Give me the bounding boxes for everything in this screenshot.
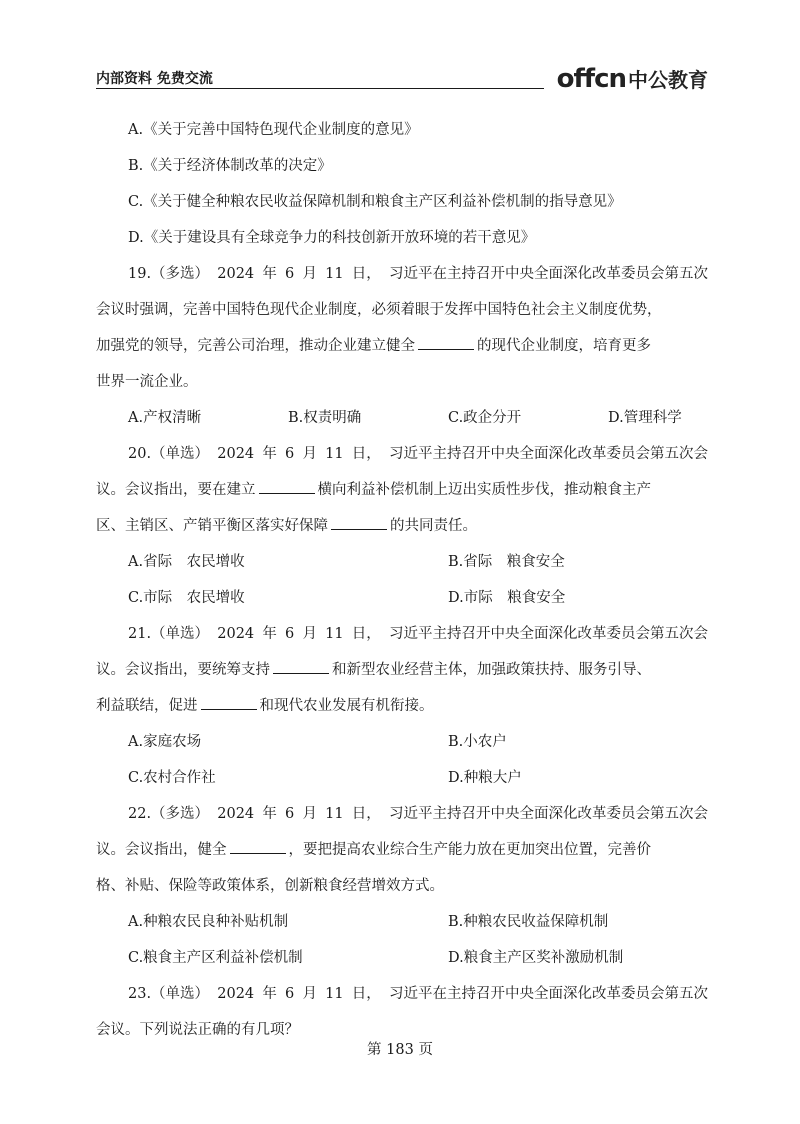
- q20-text: 区、主销区、产销平衡区落实好保障: [96, 518, 328, 534]
- q20-option-d: D.市际 粮食安全: [448, 590, 566, 606]
- q21-day-unit: 日，: [351, 626, 381, 642]
- q18-option-b: B.《关于经济体制改革的决定》: [128, 158, 332, 174]
- q20-line: [96, 472, 708, 508]
- q23-year: 2024: [217, 986, 255, 1002]
- q19-line: [96, 328, 708, 364]
- q19-stem-text: 习近平在主持召开中央全面深化改革委员会第五次: [388, 266, 708, 282]
- q23-day-unit: 日，: [351, 986, 381, 1002]
- q22-month-unit: 月: [302, 806, 317, 822]
- q22-stem-line: [96, 796, 708, 832]
- q22-line: 格、补贴、保险等政策体系，创新粮食经营增效方式。: [96, 878, 444, 894]
- q20-stem-text: 习近平主持召开中央全面深化改革委员会第五次会: [388, 446, 708, 462]
- q21-text: 议。会议指出，要统筹支持: [96, 662, 270, 678]
- q21-stem-text: 习近平主持召开中央全面深化改革委员会第五次会: [388, 626, 708, 642]
- answer-blank: [273, 655, 329, 674]
- q23-month-unit: 月: [302, 986, 317, 1002]
- q20-day-unit: 日，: [351, 446, 381, 462]
- answer-blank: [201, 691, 257, 710]
- q22-stem-text: 习近平主持召开中央全面深化改革委员会第五次会: [388, 806, 708, 822]
- q19-stem-line: [96, 256, 708, 292]
- q18-option-c: C.《关于健全种粮农民收益保障机制和粮食主产区利益补偿机制的指导意见》: [128, 194, 622, 210]
- q23-stem-text: 习近平在主持召开中央全面深化改革委员会第五次: [388, 986, 708, 1002]
- q20-year-unit: 年: [262, 446, 277, 462]
- q19-day: 11: [325, 266, 344, 282]
- q19-day-unit: 日，: [351, 266, 381, 282]
- q23-stem-line: [96, 976, 708, 1012]
- answer-blank: [331, 511, 387, 530]
- q20-text: 横向利益补偿机制上迈出实质性步伐，推动粮食主产: [317, 482, 651, 498]
- q19-line: 会议时强调，完善中国特色现代企业制度，必须着眼于发挥中国特色社会主义制度优势，: [96, 302, 662, 318]
- q23-day: 11: [325, 986, 344, 1002]
- q22-option-d: D.粮食主产区奖补激励机制: [448, 950, 624, 966]
- q23-month: 6: [285, 986, 295, 1002]
- q19-option-d: D.管理科学: [608, 410, 682, 426]
- header-label: 内部资料 免费交流: [96, 71, 213, 87]
- q21-options: [96, 724, 708, 760]
- q22-line: [96, 832, 708, 868]
- q21-option-d: D.种粮大户: [448, 770, 522, 786]
- q21-line: [96, 652, 708, 688]
- q19-line: 世界一流企业。: [96, 374, 198, 390]
- q18-option-a: A.《关于完善中国特色现代企业制度的意见》: [128, 122, 419, 138]
- offcn-logo: [557, 64, 708, 94]
- q20-stem-line: [96, 436, 708, 472]
- q22-text: ，要把提高农业综合生产能力放在更加突出位置，完善价: [288, 842, 651, 858]
- q21-text: 和新型农业经营主体，加强政策扶持、服务引导、: [332, 662, 651, 678]
- q22-option-b: B.种粮农民收益保障机制: [448, 914, 609, 930]
- q20-option-c: C.市际 农民增收: [128, 590, 245, 606]
- answer-blank: [259, 475, 315, 494]
- q22-year: 2024: [217, 806, 255, 822]
- logo-cn-text: 中公教育: [628, 68, 708, 92]
- q21-day: 11: [325, 626, 344, 642]
- q22-day: 11: [325, 806, 344, 822]
- q22-number: 22.（多选）: [128, 806, 210, 822]
- q21-number: 21.（单选）: [128, 626, 210, 642]
- q19-month: 6: [285, 266, 295, 282]
- q19-text: 加强党的领导，完善公司治理，推动企业建立健全: [96, 338, 415, 354]
- page-number: 第 183 页: [367, 1042, 433, 1058]
- page-header: [96, 64, 708, 94]
- q21-text: 利益联结，促进: [96, 698, 198, 714]
- logo-latin-text: offcn: [556, 64, 626, 94]
- q19-text: 的现代企业制度，培育更多: [477, 338, 651, 354]
- q19-options: [96, 400, 708, 436]
- q22-year-unit: 年: [262, 806, 277, 822]
- q21-option-a: A.家庭农场: [128, 734, 202, 750]
- answer-blank: [418, 331, 474, 350]
- q21-year: 2024: [217, 626, 255, 642]
- q20-options: [96, 544, 708, 580]
- q19-month-unit: 月: [302, 266, 317, 282]
- q20-month-unit: 月: [302, 446, 317, 462]
- q22-options: [96, 904, 708, 940]
- q21-text: 和现代农业发展有机衔接。: [259, 698, 434, 714]
- q22-option-a: A.种粮农民良种补贴机制: [128, 914, 289, 930]
- q20-day: 11: [325, 446, 344, 462]
- q20-text: 的共同责任。: [390, 518, 477, 534]
- q19-option-b: B.权责明确: [288, 410, 362, 426]
- q20-year: 2024: [217, 446, 255, 462]
- q20-options: [96, 580, 708, 616]
- q21-month: 6: [285, 626, 295, 642]
- q21-option-c: C.农村合作社: [128, 770, 216, 786]
- q21-line: [96, 688, 708, 724]
- q21-options: [96, 760, 708, 796]
- q22-option-c: C.粮食主产区利益补偿机制: [128, 950, 303, 966]
- q21-year-unit: 年: [262, 626, 277, 642]
- q23-number: 23.（单选）: [128, 986, 210, 1002]
- q18-option-d: D.《关于建设具有全球竞争力的科技创新开放环境的若干意见》: [128, 230, 536, 246]
- q21-stem-line: [96, 616, 708, 652]
- q20-month: 6: [285, 446, 295, 462]
- answer-blank: [230, 835, 286, 854]
- header-rule: [96, 88, 544, 89]
- q19-number: 19.（多选）: [128, 266, 210, 282]
- q23-year-unit: 年: [262, 986, 277, 1002]
- q20-text: 议。会议指出，要在建立: [96, 482, 256, 498]
- q20-option-a: A.省际 农民增收: [128, 554, 245, 570]
- q20-line: [96, 508, 708, 544]
- q22-month: 6: [285, 806, 295, 822]
- q19-option-c: C.政企分开: [448, 410, 522, 426]
- q21-month-unit: 月: [302, 626, 317, 642]
- q22-text: 议。会议指出，健全: [96, 842, 227, 858]
- q19-option-a: A.产权清晰: [128, 410, 202, 426]
- q22-day-unit: 日，: [351, 806, 381, 822]
- page-content: [96, 112, 708, 1048]
- q22-options: [96, 940, 708, 976]
- q23-line: 会议。下列说法正确的有几项？: [96, 1022, 299, 1038]
- q20-number: 20.（单选）: [128, 446, 210, 462]
- q19-year-unit: 年: [262, 266, 277, 282]
- q20-option-b: B.省际 粮食安全: [448, 554, 565, 570]
- q19-year: 2024: [217, 266, 255, 282]
- q21-option-b: B.小农户: [448, 734, 507, 750]
